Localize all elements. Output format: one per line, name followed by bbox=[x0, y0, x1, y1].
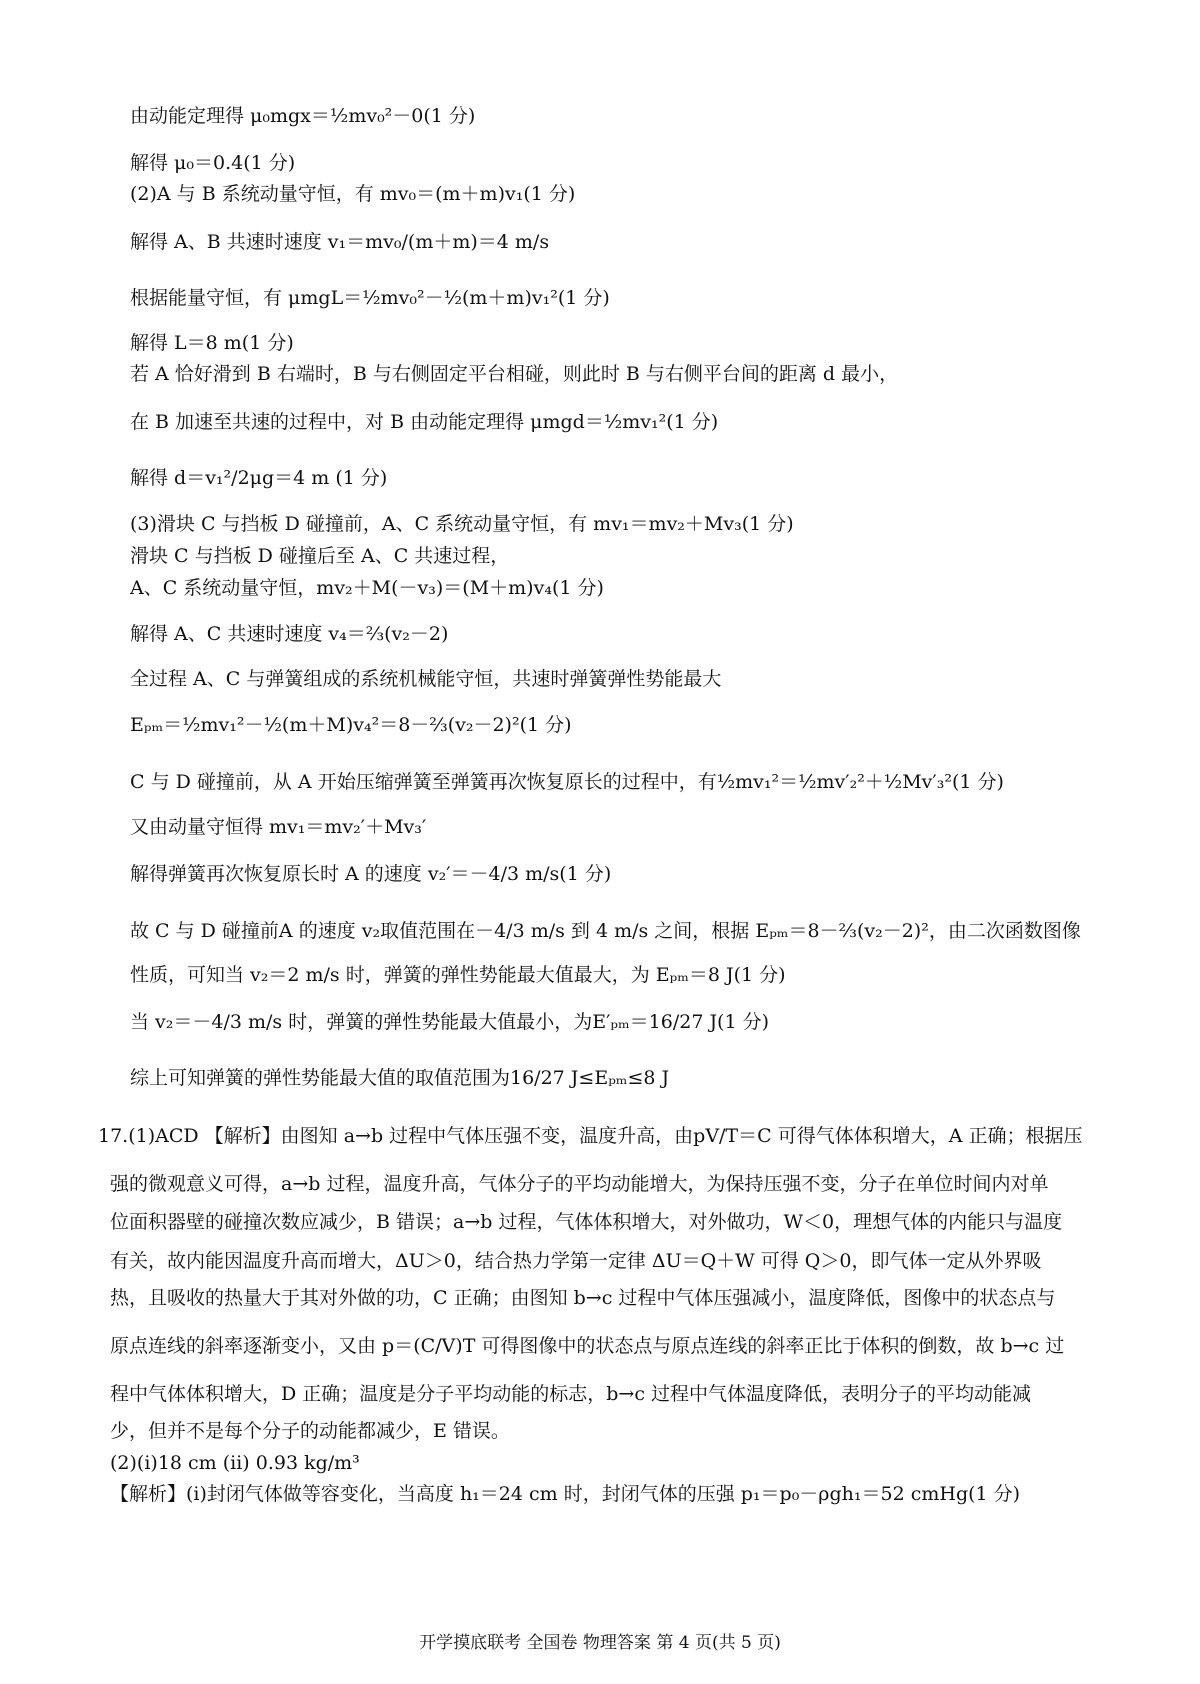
line-28: 原点连线的斜率逐渐变小，又由 p＝(C/V)T 可得图像中的状态点与原点连线的斜率正比于体积的倒数，故 b→c 过 bbox=[110, 1335, 1065, 1357]
page-footer: 开学摸底联考 全国卷 物理答案 第 4 页(共 5 页) bbox=[419, 1633, 781, 1653]
line-14: 全过程 A、C 与弹簧组成的系统机械能守恒，共速时弹簧弹性势能最大 bbox=[130, 668, 722, 690]
line-1: 由动能定理得 μ₀mgx＝½mv₀²－0(1 分) bbox=[130, 105, 476, 127]
line-24: 强的微观意义可得，a→b 过程，温度升高，气体分子的平均动能增大，为保持压强不变，分子在单位时间内对单 bbox=[110, 1173, 1049, 1195]
line-18: 解得弹簧再次恢复原长时 A 的速度 v₂′＝－4/3 m/s(1 分) bbox=[130, 863, 612, 885]
line-13: 解得 A、C 共速时速度 v₄＝⅔(v₂－2) bbox=[130, 623, 449, 645]
line-8: 在 B 加速至共速的过程中，对 B 由动能定理得 μmgd＝½mv₁²(1 分) bbox=[130, 411, 719, 433]
line-6: 解得 L＝8 m(1 分) bbox=[130, 332, 294, 354]
line-20: 性质，可知当 v₂＝2 m/s 时，弹簧的弹性势能最大值最大，为 Eₚₘ＝8 J(1 分) bbox=[130, 964, 786, 986]
line-22: 综上可知弹簧的弹性势能最大值的取值范围为16/27 J≤Eₚₘ≤8 J bbox=[130, 1067, 670, 1089]
line-2: 解得 μ₀＝0.4(1 分) bbox=[130, 152, 296, 174]
line-26: 有关，故内能因温度升高而增大，ΔU＞0，结合热力学第一定律 ΔU＝Q＋W 可得 Q＞0，即气体一定从外界吸 bbox=[110, 1250, 1042, 1272]
line-5: 根据能量守恒，有 μmgL＝½mv₀²－½(m＋m)v₁²(1 分) bbox=[130, 287, 610, 309]
line-15: Eₚₘ＝½mv₁²－½(m＋M)v₄²＝8－⅔(v₂－2)²(1 分) bbox=[130, 714, 572, 736]
line-10: (3)滑块 C 与挡板 D 碰撞前，A、C 系统动量守恒，有 mv₁＝mv₂＋Mv₃(1 分) bbox=[130, 513, 794, 535]
line-23: 17.(1)ACD 【解析】由图知 a→b 过程中气体压强不变，温度升高，由pV/T＝C 可得气体体积增大，A 正确；根据压 bbox=[98, 1125, 1083, 1147]
line-9: 解得 d＝v₁²/2μg＝4 m (1 分) bbox=[130, 467, 388, 489]
line-12: A、C 系统动量守恒，mv₂＋M(－v₃)＝(M＋m)v₄(1 分) bbox=[130, 577, 604, 599]
line-27: 热，且吸收的热量大于其对外做的功，C 正确；由图知 b→c 过程中气体压强减小，温度降低，图像中的状态点与 bbox=[110, 1287, 1056, 1309]
line-7: 若 A 恰好滑到 B 右端时，B 与右侧固定平台相碰，则此时 B 与右侧平台间的距离 d 最小， bbox=[130, 363, 899, 385]
line-25: 位面积器壁的碰撞次数应减少，B 错误；a→b 过程，气体体积增大，对外做功，W＜0，理想气体的内能只与温度 bbox=[110, 1211, 1063, 1233]
line-29: 程中气体体积增大，D 正确；温度是分子平均动能的标志，b→c 过程中气体温度降低，表明分子的平均动能减 bbox=[110, 1383, 1032, 1405]
line-31: (2)(ⅰ)18 cm (ⅱ) 0.93 kg/m³ bbox=[110, 1452, 360, 1474]
line-4: 解得 A、B 共速时速度 v₁＝mv₀/(m＋m)＝4 m/s bbox=[130, 231, 550, 253]
line-11: 滑块 C 与挡板 D 碰撞后至 A、C 共速过程， bbox=[130, 545, 510, 567]
line-19: 故 C 与 D 碰撞前A 的速度 v₂取值范围在－4/3 m/s 到 4 m/s 之间，根据 Eₚₘ＝8－⅔(v₂－2)²，由二次函数图像 bbox=[130, 920, 1081, 942]
line-16: C 与 D 碰撞前，从 A 开始压缩弹簧至弹簧再次恢复原长的过程中，有½mv₁²＝½mv′₂²＋½Mv′₃²(1 分) bbox=[130, 771, 1004, 793]
line-21: 当 v₂＝－4/3 m/s 时，弹簧的弹性势能最大值最小，为E′ₚₘ＝16/27 J(1 分) bbox=[130, 1011, 770, 1033]
line-32: 【解析】(ⅰ)封闭气体做等容变化，当高度 h₁＝24 cm 时，封闭气体的压强 p₁＝p₀－ρgh₁＝52 cmHg(1 分) bbox=[110, 1483, 1021, 1505]
line-17: 又由动量守恒得 mv₁＝mv₂′＋Mv₃′ bbox=[130, 816, 427, 838]
line-3: (2)A 与 B 系统动量守恒，有 mv₀＝(m＋m)v₁(1 分) bbox=[130, 183, 576, 205]
line-30: 少，但并不是每个分子的动能都减少，E 错误。 bbox=[110, 1420, 510, 1442]
